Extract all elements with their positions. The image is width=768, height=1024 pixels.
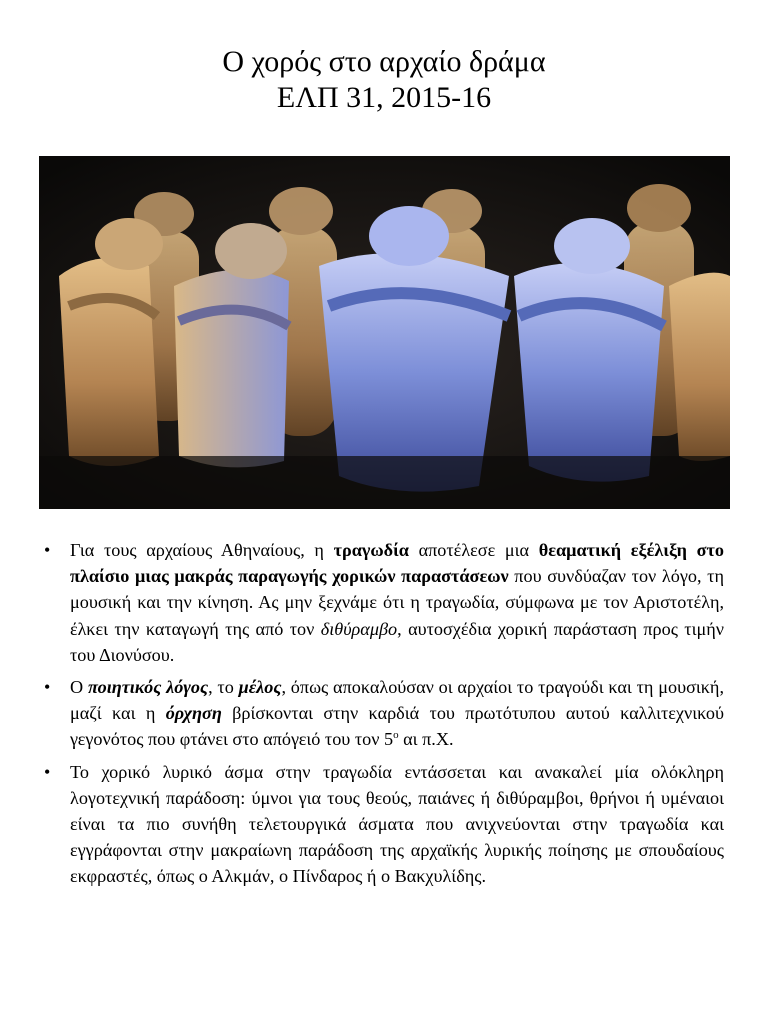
- bullet-dot: •: [44, 540, 51, 560]
- bullet-dot: •: [44, 677, 51, 698]
- list-item: [44, 759, 724, 890]
- list-item: [44, 674, 724, 753]
- chorus-illustration: [39, 156, 730, 509]
- page-title: [0, 44, 768, 116]
- title-line-1: Ο χορός στο αρχαίο δράμα: [222, 45, 546, 78]
- bold-phrase: θεαματική εξέλιξη στο πλαίσιο μιας μακράς παραγωγής χορικών παραστάσεων: [70, 540, 725, 587]
- title-line-2: ΕΛΠ 31, 2015-16: [276, 81, 492, 114]
- paragraph-2: [70, 674, 724, 753]
- text-run: Για τους αρχαίους Αθηναίους, η: [70, 540, 334, 560]
- chorus-photo: [39, 156, 730, 509]
- bold-italic-term: ποιητικός λόγος: [87, 677, 209, 698]
- text-run: , το: [208, 677, 239, 698]
- text-run: αποτέλεσε μια: [408, 540, 539, 560]
- text-run: Ο: [70, 677, 88, 698]
- list-item: [44, 537, 724, 668]
- superscript: ο: [393, 729, 399, 742]
- text-run: Το χορικό λυρικό άσμα στην τραγωδία εντάσσεται και ανακαλεί μία ολόκληρη λογοτεχνική παράδοση: ύμνοι για τους θεούς, παιάνες ή διθύραμβοι, θρήνοι ή υμέναιοι είναι τα πιο συνήθη τελετουργικά άσματα που ανιχνεύονται στην τραγωδία και εγγράφονται στην μακραίωνη παράδοση της αρχαϊκής λυρικής ποίησης με σπουδαίους εκφραστές, όπως ο Αλκμάν, ο Πίνδαρος ή ο Βακχυλίδης.: [70, 761, 724, 887]
- text-run: που συνδύαζαν τον λόγο, τη μουσική και την κίνηση. Ας μην ξεχνάμε ότι η τραγωδία, σύμφωνα με τον Αριστοτέλη, έλκει την καταγωγή της από τον: [70, 566, 724, 639]
- bold-term: τραγωδία: [333, 540, 409, 560]
- bullet-dot: •: [44, 761, 51, 782]
- bold-italic-term: όρχηση: [165, 703, 222, 724]
- text-run: αι π.Χ.: [398, 729, 454, 750]
- text-run: , αυτοσχέδια χορική παράσταση προς τιμήν του Διονύσου.: [70, 618, 724, 665]
- bullet-list: [44, 537, 724, 896]
- text-run: , όπως αποκαλούσαν οι αρχαίοι το τραγούδι και τη μουσική, μαζί και η: [70, 677, 724, 724]
- bold-italic-term: μέλος: [238, 677, 282, 698]
- paragraph-3: [70, 759, 724, 890]
- italic-term: διθύραμβο: [320, 618, 398, 639]
- paragraph-1: [70, 537, 724, 668]
- text-run: βρίσκονται στην καρδιά του πρωτότυπου αυτού καλλιτεχνικού γεγονότος που φτάνει στο απόγειό του τον 5: [70, 703, 724, 750]
